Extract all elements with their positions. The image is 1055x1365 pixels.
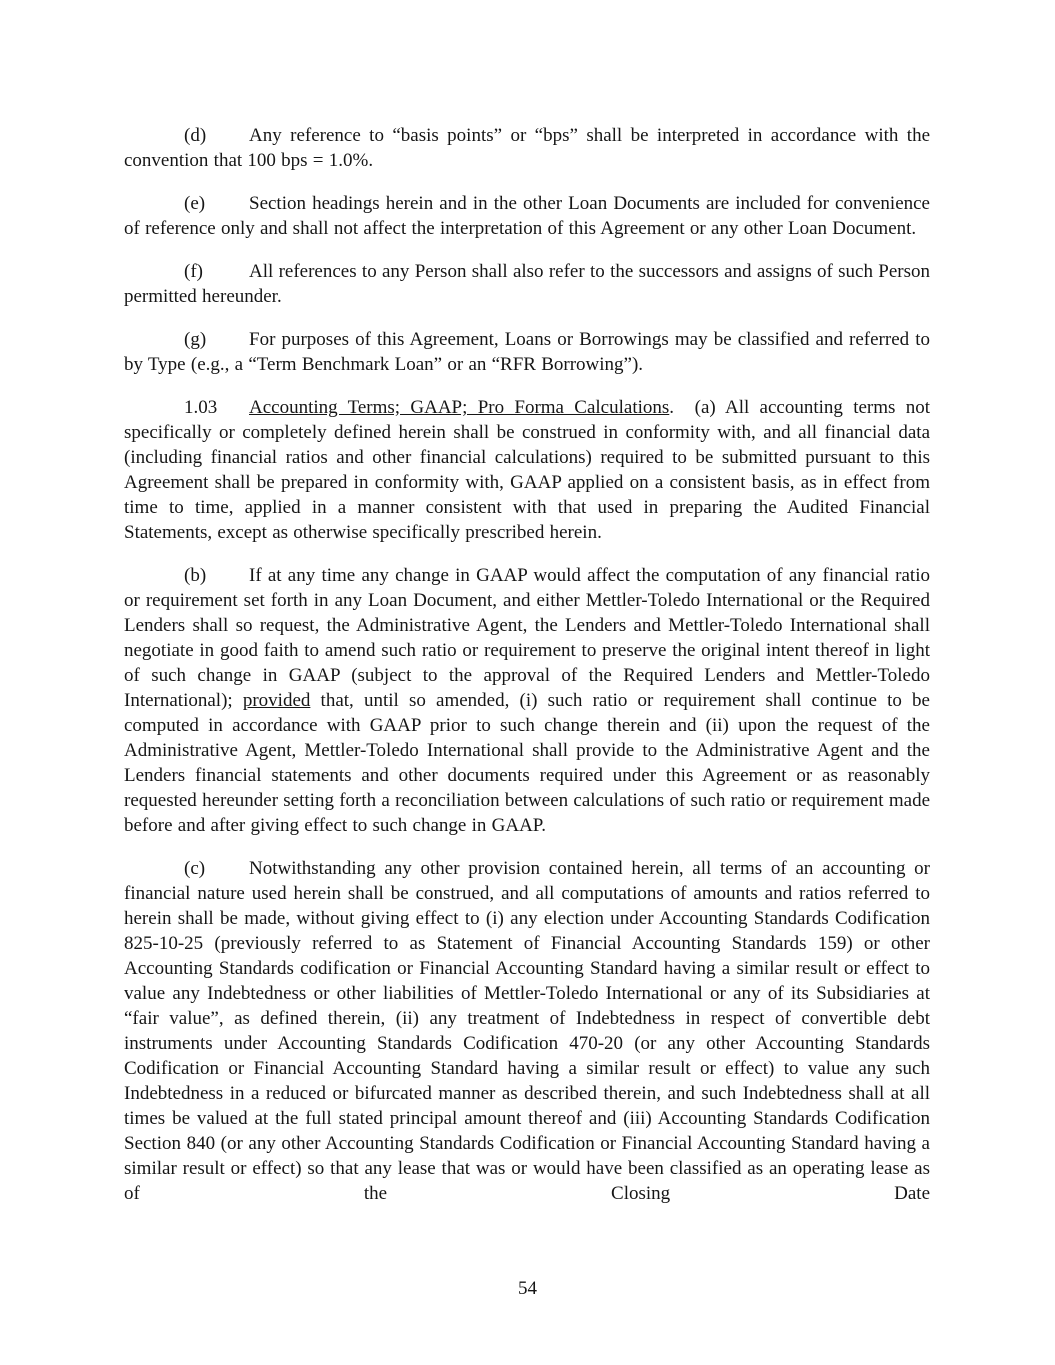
paragraph-c-label: (c)	[184, 858, 206, 879]
section-number: 1.03	[184, 397, 218, 418]
paragraph-b-provided-underlined: provided	[242, 690, 311, 711]
paragraph-c-text: Notwithstanding any other provision contained herein, all terms of an accounting or financial nature used herein shall be construed, and all computations of amounts and ratios referred to herein shall be made, without giving effect to (i) any election under Accounting Standards Codification 825-10-25 (previously referred to as Statement of Financial Accounting Standards 159) or other Accounting Standards codification or Financial Accounting Standard having a similar result or effect to value any Indebtedness or other liabilities of Mettler-Toledo International or any of its Subsidiaries at “fair value”, as defined therein, (ii) any treatment of Indebtedness in respect of convertible debt instruments under Accounting Standards Codification 470-20 (or any other Accounting Standards Codification or Financial Accounting Standard having a similar result or effect) to value any such Indebtedness in a reduced or bifurcated manner as described therein, and such Indebtedness shall at all times be valued at the full stated principal amount thereof and (iii) Accounting Standards Codification Section 840 (or any other Accounting Standards Codification or Financial Accounting Standard having a similar result or effect) so that any lease that was or would have been classified as an operating lease as of the Closing Date	[124, 858, 930, 1204]
page-number: 54	[518, 1278, 537, 1299]
paragraph-d-label: (d)	[184, 125, 207, 146]
paragraph-e-text: Section headings herein and in the other Loan Documents are included for convenience of reference only and shall not affect the interpretation of this Agreement or any other Loan Document.	[124, 193, 930, 239]
paragraph-b-text-before: If at any time any change in GAAP would affect the computation of any financial ratio or requirement set forth in any Loan Document, and either Mettler-Toledo International or the Required Lenders shall so request, the Administrative Agent, the Lenders and Mettler-Toledo International shall negotiate in good faith to amend such ratio or requirement to preserve the original intent thereof in light of such change in GAAP (subject to the approval of the Required Lenders and Mettler-Toledo International);	[124, 565, 930, 711]
paragraph-f	[124, 241, 930, 309]
paragraph-d-text: Any reference to “basis points” or “bps” shall be interpreted in accordance with the convention that 100 bps = 1.0%.	[124, 125, 930, 171]
paragraph-e-label: (e)	[184, 193, 206, 214]
paragraph-g	[124, 309, 930, 377]
paragraph-b-label: (b)	[184, 565, 207, 586]
page-content	[124, 123, 930, 1206]
section-heading-separator: .	[669, 397, 695, 418]
paragraph-f-label: (f)	[184, 261, 203, 282]
paragraph-d	[124, 123, 930, 173]
paragraph-e	[124, 173, 930, 241]
section-heading-underlined: Accounting Terms; GAAP; Pro Forma Calculations	[249, 397, 670, 418]
paragraph-g-label: (g)	[184, 329, 207, 350]
paragraph-f-text: All references to any Person shall also refer to the successors and assigns of such Person permitted hereunder.	[124, 261, 930, 307]
paragraph-1-03	[124, 377, 930, 545]
paragraph-b-text-after: that, until so amended, (i) such ratio or requirement shall continue to be computed in accordance with GAAP prior to such change therein and (ii) upon the request of the Administrative Agent, Mettler-Toledo International shall provide to the Administrative Agent and the Lenders financial statements and other documents required under this Agreement or as reasonably requested hereunder setting forth a reconciliation between calculations of such ratio or requirement made before and after giving effect to such change in GAAP.	[124, 690, 930, 836]
paragraph-b	[124, 545, 930, 838]
paragraph-1-03-text: (a) All accounting terms not specifically or completely defined herein shall be construed in conformity with, and all financial data (including financial ratios and other financial calculations) required to be submitted pursuant to this Agreement shall be prepared in conformity with, GAAP applied on a consistent basis, as in effect from time to time, applied in a manner consistent with that used in preparing the Audited Financial Statements, except as otherwise specifically prescribed herein.	[124, 397, 930, 543]
paragraph-g-text: For purposes of this Agreement, Loans or Borrowings may be classified and referred to by Type (e.g., a “Term Benchmark Loan” or an “RFR Borrowing”).	[124, 329, 930, 375]
paragraph-c	[124, 838, 930, 1206]
